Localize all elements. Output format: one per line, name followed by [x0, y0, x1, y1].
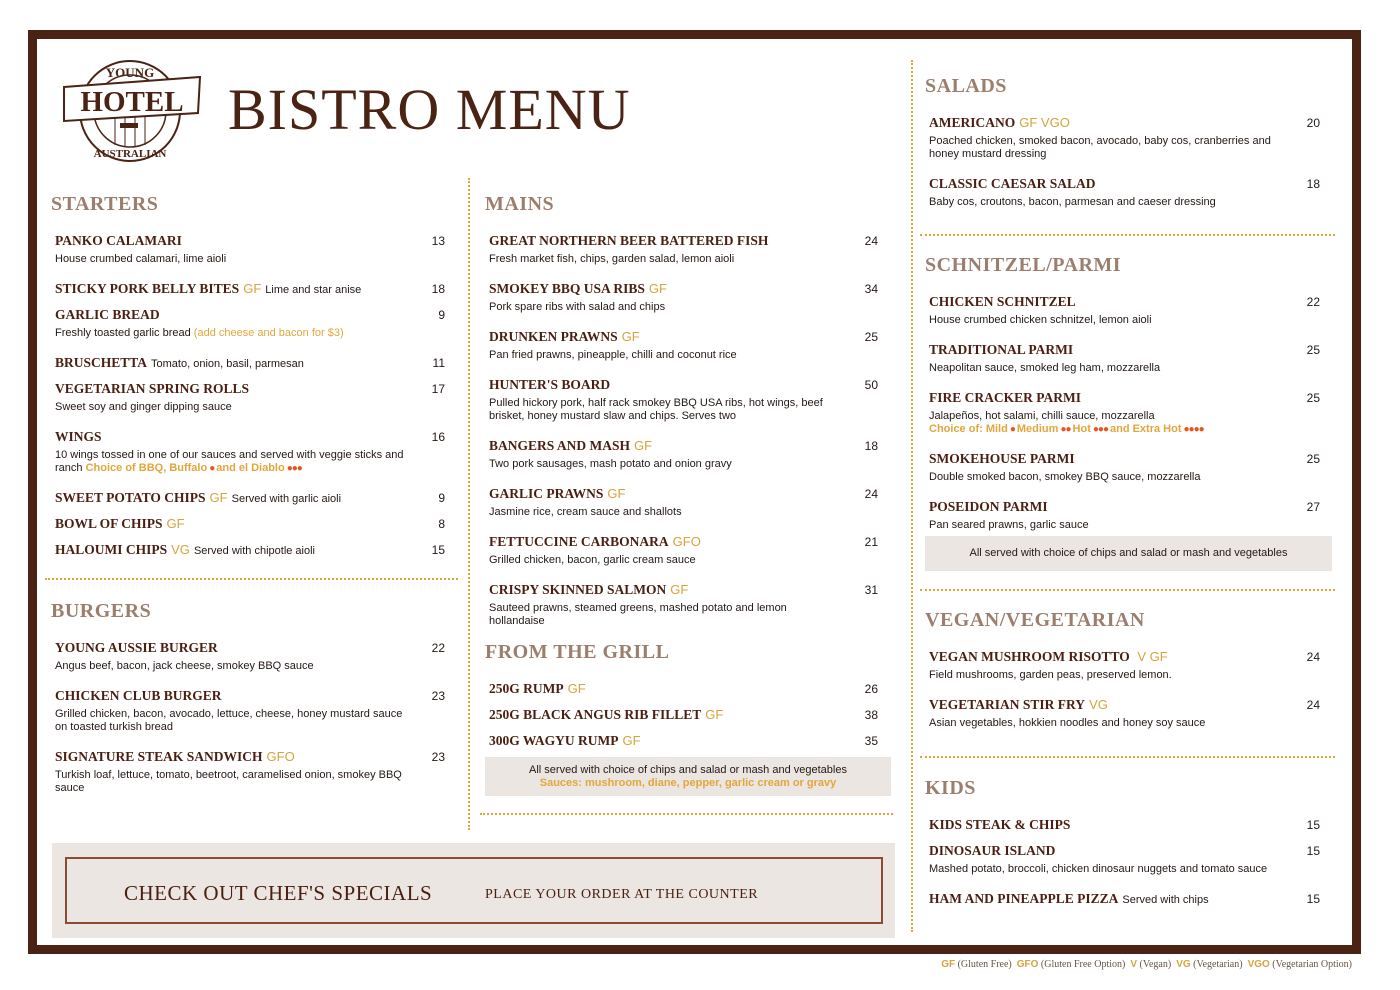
- item-description: [485, 349, 845, 362]
- menu-item: [925, 448, 1320, 496]
- menu-item: [925, 387, 1320, 448]
- menu-item: [51, 746, 445, 807]
- item-name-row: [925, 291, 1320, 313]
- description-text: Poached chicken, smoked bacon, avocado, baby cos, cranberries and honey mustard dressing: [929, 135, 1271, 160]
- menu-item: [485, 230, 878, 278]
- menu-item: [925, 291, 1320, 339]
- item-name: POSEIDON PARMI: [929, 499, 1048, 514]
- item-description: [925, 471, 1285, 484]
- menu-item: [485, 374, 878, 435]
- item-name-row: [485, 579, 878, 601]
- sauces-text: Sauces: mushroom, diane, pepper, garlic cream or gravy: [539, 777, 837, 789]
- legend-code: GFO: [1016, 959, 1039, 970]
- item-inline-description: Tomato, onion, basil, parmesan: [151, 358, 304, 370]
- dietary-tag: GF: [567, 681, 586, 696]
- dietary-tag: GF: [243, 281, 262, 296]
- section-heading: KIDS: [925, 777, 976, 799]
- item-description: [925, 519, 1285, 532]
- legend-code: VG: [1176, 959, 1191, 970]
- banner-border: [65, 857, 883, 924]
- description-text: Turkish loaf, lettuce, tomato, beetroot, caramelised onion, smokey BBQ sauce: [55, 769, 402, 794]
- item-name: GREAT NORTHERN BEER BATTERED FISH: [489, 233, 769, 248]
- item-name-row: [51, 487, 445, 509]
- dietary-tag: GFO: [266, 749, 295, 764]
- description-text: House crumbed calamari, lime aioli: [55, 253, 227, 265]
- item-description: [51, 769, 411, 795]
- menu-item: [485, 531, 878, 579]
- item-price: 23: [431, 689, 445, 703]
- grill-info-text: All served with choice of chips and salad or mash and vegetables: [529, 764, 847, 776]
- legend-meaning: (Vegetarian): [1193, 959, 1243, 970]
- description-text: Pulled hickory pork, half rack smokey BBQ USA ribs, hot wings, beef brisket, honey mustard slaw and chips. Serves two: [489, 397, 823, 422]
- item-price: 21: [864, 535, 878, 549]
- menu-item: [51, 539, 445, 565]
- description-text: Neapolitan sauce, smoked leg ham, mozzarella: [929, 362, 1161, 374]
- menu-item: [485, 704, 878, 730]
- item-price: 24: [1306, 698, 1320, 712]
- item-name: SIGNATURE STEAK SANDWICH: [55, 749, 263, 764]
- section-divider: [45, 578, 458, 580]
- section-vegan: [925, 609, 1320, 742]
- dietary-tag: GF: [621, 329, 640, 344]
- flame-icon: ●●: [1060, 424, 1071, 435]
- menu-item: [485, 483, 878, 531]
- item-name-row: [485, 704, 878, 726]
- description-text: Fresh market fish, chips, garden salad, lemon aioli: [489, 253, 735, 265]
- item-name: FIRE CRACKER PARMI: [929, 390, 1081, 405]
- item-description: [51, 253, 411, 266]
- menu-item: [51, 637, 445, 685]
- chefs-specials-text: CHECK OUT CHEF'S SPECIALS: [124, 881, 433, 905]
- item-name: 250G BLACK ANGUS RIB FILLET: [489, 707, 702, 722]
- item-name: 300G WAGYU RUMP: [489, 733, 619, 748]
- dietary-tag: GF: [648, 281, 667, 296]
- section-schnitzel: [925, 254, 1320, 544]
- menu-item: [925, 814, 1320, 840]
- item-name: GARLIC BREAD: [55, 307, 160, 322]
- spice-level: Hot: [1072, 423, 1091, 435]
- spice-level: and Extra Hot: [1109, 423, 1182, 435]
- item-description: [51, 401, 411, 414]
- item-price: 9: [438, 491, 445, 505]
- menu-item: [925, 888, 1320, 914]
- item-inline-description: Lime and star anise: [265, 284, 362, 296]
- item-name-row: [51, 746, 445, 768]
- section-divider: [920, 589, 1335, 591]
- dietary-tag: GF: [209, 490, 228, 505]
- item-price: 34: [864, 282, 878, 296]
- legend-meaning: (Gluten Free): [957, 959, 1012, 970]
- menu-item: [51, 685, 445, 746]
- item-name: HAM AND PINEAPPLE PIZZA: [929, 891, 1119, 906]
- dietary-tag: GF: [607, 486, 626, 501]
- item-name-row: [51, 230, 445, 252]
- item-description: [925, 669, 1285, 682]
- item-name: CHICKEN CLUB BURGER: [55, 688, 222, 703]
- menu-item: [925, 840, 1320, 888]
- menu-item: [485, 579, 878, 640]
- item-description: [925, 362, 1285, 375]
- item-description: [925, 717, 1285, 730]
- item-name-row: [485, 730, 878, 752]
- item-description: [485, 602, 845, 628]
- description-text: Field mushrooms, garden peas, preserved lemon.: [929, 669, 1172, 681]
- dietary-tag: GFO: [672, 534, 701, 549]
- item-price: 22: [1306, 295, 1320, 309]
- description-text: Grilled chicken, bacon, garlic cream sauce: [489, 554, 696, 566]
- item-description: [51, 449, 411, 475]
- description-text: House crumbed chicken schnitzel, lemon aioli: [929, 314, 1152, 326]
- item-name: PANKO CALAMARI: [55, 233, 182, 248]
- menu-item: [51, 304, 445, 352]
- legend-meaning: (Gluten Free Option): [1040, 959, 1126, 970]
- item-description: [925, 314, 1285, 327]
- dietary-tag: VG: [171, 542, 190, 557]
- grill-info-box: [485, 757, 891, 796]
- item-description: [51, 708, 411, 734]
- schnitzel-info-text: All served with choice of chips and salad or mash and vegetables: [969, 547, 1288, 559]
- item-inline-description: Served with chipotle aioli: [193, 545, 316, 557]
- description-text: Pork spare ribs with salad and chips: [489, 301, 666, 313]
- item-name: VEGAN MUSHROOM RISOTTO: [929, 649, 1130, 664]
- item-price: 23: [431, 750, 445, 764]
- item-price: 27: [1306, 500, 1320, 514]
- dietary-tag: GF: [634, 438, 653, 453]
- item-price: 31: [864, 583, 878, 597]
- item-price: 25: [1306, 343, 1320, 357]
- section-heading: STARTERS: [51, 193, 159, 215]
- section-kids: [925, 777, 1320, 914]
- schnitzel-info-box: [925, 536, 1332, 571]
- item-name: DRUNKEN PRAWNS: [489, 329, 618, 344]
- description-extra: and el Diablo: [216, 462, 285, 474]
- item-name-row: [925, 496, 1320, 518]
- item-name: 250G RUMP: [489, 681, 564, 696]
- spice-level: Choice of: Mild: [929, 423, 1008, 435]
- item-name-row: [485, 278, 878, 300]
- item-name: YOUNG AUSSIE BURGER: [55, 640, 218, 655]
- item-price: 9: [438, 308, 445, 322]
- item-price: 8: [438, 517, 445, 531]
- specials-banner: [52, 843, 895, 938]
- item-name: CHICKEN SCHNITZEL: [929, 294, 1076, 309]
- legend-code: GF: [941, 959, 956, 970]
- item-price: 15: [1306, 892, 1320, 906]
- svg-text:HOTEL: HOTEL: [80, 86, 184, 118]
- item-name-row: [485, 483, 878, 505]
- item-name: CLASSIC CAESAR SALAD: [929, 176, 1096, 191]
- dietary-tag: GF VGO: [1019, 115, 1070, 130]
- section-divider: [920, 234, 1335, 236]
- menu-item: [925, 173, 1320, 221]
- description-text: Asian vegetables, hokkien noodles and honey soy sauce: [929, 717, 1206, 729]
- flame-icon: ●●●: [1092, 424, 1108, 435]
- menu-item: [485, 435, 878, 483]
- item-price: 15: [1306, 844, 1320, 858]
- item-name-row: [51, 426, 445, 448]
- item-name-row: [485, 531, 878, 553]
- item-name: AMERICANO: [929, 115, 1016, 130]
- page-title: BISTRO MENU: [228, 77, 631, 142]
- menu-item: [485, 278, 878, 326]
- dietary-tag: GF: [705, 707, 724, 722]
- item-price: 16: [431, 430, 445, 444]
- item-name-row: [925, 840, 1320, 862]
- description-text: Jasmine rice, cream sauce and shallots: [489, 506, 682, 518]
- item-name: STICKY PORK BELLY BITES: [55, 281, 240, 296]
- item-price: 25: [1306, 452, 1320, 466]
- item-name: BOWL OF CHIPS: [55, 516, 163, 531]
- item-name: HUNTER'S BOARD: [489, 377, 611, 392]
- item-name-row: [485, 230, 878, 252]
- section-heading: SCHNITZEL/PARMI: [925, 254, 1122, 276]
- legend-meaning: (Vegetarian Option): [1272, 959, 1352, 970]
- item-price: 22: [431, 641, 445, 655]
- description-text: Sweet soy and ginger dipping sauce: [55, 401, 232, 413]
- item-description: [485, 554, 845, 567]
- menu-item: [51, 230, 445, 278]
- item-name: TRADITIONAL PARMI: [929, 342, 1074, 357]
- dietary-tag: GF: [670, 582, 689, 597]
- item-description: [485, 397, 845, 423]
- description-text: Mashed potato, broccoli, chicken dinosaur nuggets and tomato sauce: [929, 863, 1268, 875]
- item-description: [925, 410, 1285, 423]
- item-price: 20: [1306, 116, 1320, 130]
- item-name-row: [51, 352, 445, 374]
- legend-meaning: (Vegan): [1139, 959, 1172, 970]
- item-name: KIDS STEAK & CHIPS: [929, 817, 1071, 832]
- description-text: Grilled chicken, bacon, avocado, lettuce, cheese, honey mustard sauce on toasted turkish bread: [55, 708, 403, 733]
- flame-icon: ●●●: [286, 463, 302, 474]
- column-divider: [911, 60, 913, 932]
- item-name: VEGETARIAN SPRING ROLLS: [55, 381, 250, 396]
- section-divider: [920, 756, 1335, 758]
- item-name-row: [925, 814, 1320, 836]
- item-name-row: [925, 387, 1320, 409]
- dietary-tag: V GF: [1133, 649, 1168, 664]
- item-price: 24: [1306, 650, 1320, 664]
- dietary-tag: GF: [166, 516, 185, 531]
- flame-icon: ●●●●: [1183, 424, 1204, 435]
- dietary-tag: GF: [622, 733, 641, 748]
- item-name: HALOUMI CHIPS: [55, 542, 168, 557]
- menu-item: [51, 487, 445, 513]
- item-price: 24: [864, 487, 878, 501]
- item-description: [925, 135, 1285, 161]
- item-name-row: [925, 448, 1320, 470]
- description-text: Jalapeños, hot salami, chilli sauce, mozzarella: [929, 410, 1155, 422]
- item-name-row: [51, 685, 445, 707]
- legend-code: VGO: [1247, 959, 1270, 970]
- menu-item: [51, 278, 445, 304]
- menu-item: [925, 339, 1320, 387]
- spice-choice-note: [925, 423, 1320, 436]
- section-heading: SALADS: [925, 75, 1007, 97]
- item-name: SWEET POTATO CHIPS: [55, 490, 206, 505]
- item-description: [485, 253, 845, 266]
- item-name-row: [925, 888, 1320, 910]
- item-price: 38: [864, 708, 878, 722]
- item-price: 50: [864, 378, 878, 392]
- description-text: Angus beef, bacon, jack cheese, smokey BBQ sauce: [55, 660, 314, 672]
- item-inline-description: Served with chips: [1122, 894, 1209, 906]
- svg-text:AUSTRALIAN: AUSTRALIAN: [93, 148, 167, 160]
- item-price: 26: [864, 682, 878, 696]
- description-text: Pan fried prawns, pineapple, chilli and coconut rice: [489, 349, 737, 361]
- item-inline-description: Served with garlic aioli: [231, 493, 342, 505]
- item-price: 17: [431, 382, 445, 396]
- menu-item: [925, 646, 1320, 694]
- spice-level: Medium: [1016, 423, 1059, 435]
- item-name-row: [485, 326, 878, 348]
- item-name: WINGS: [55, 429, 102, 444]
- svg-text:YOUNG: YOUNG: [105, 65, 155, 80]
- item-name-row: [51, 637, 445, 659]
- flame-icon: ●: [1009, 424, 1015, 435]
- item-name: SMOKEY BBQ USA RIBS: [489, 281, 645, 296]
- item-price: 35: [864, 734, 878, 748]
- young-hotel-logo: [60, 55, 205, 167]
- menu-item: [51, 352, 445, 378]
- item-name-row: [485, 435, 878, 457]
- item-name: VEGETARIAN STIR FRY: [929, 697, 1086, 712]
- item-name: FETTUCCINE CARBONARA: [489, 534, 669, 549]
- item-name: CRISPY SKINNED SALMON: [489, 582, 667, 597]
- section-grill: [485, 641, 878, 756]
- order-counter-text: PLACE YOUR ORDER AT THE COUNTER: [485, 887, 759, 902]
- item-price: 15: [1306, 818, 1320, 832]
- item-price: 25: [864, 330, 878, 344]
- section-heading: VEGAN/VEGETARIAN: [925, 609, 1145, 631]
- item-description: [485, 506, 845, 519]
- item-price: 25: [1306, 391, 1320, 405]
- section-salads: [925, 75, 1320, 221]
- item-name-row: [925, 646, 1320, 668]
- description-text: Two pork sausages, mash potato and onion gravy: [489, 458, 732, 470]
- description-extra: (add cheese and bacon for $3): [193, 327, 344, 339]
- section-heading: BURGERS: [51, 600, 152, 622]
- section-heading: MAINS: [485, 193, 555, 215]
- menu-item: [485, 678, 878, 704]
- menu-item: [51, 513, 445, 539]
- item-name-row: [925, 339, 1320, 361]
- menu-item: [485, 326, 878, 374]
- item-description: [925, 196, 1285, 209]
- section-divider: [480, 813, 893, 815]
- legend-code: V: [1130, 959, 1138, 970]
- item-name-row: [485, 374, 878, 396]
- item-name-row: [485, 678, 878, 700]
- item-description: [485, 458, 845, 471]
- item-price: 24: [864, 234, 878, 248]
- item-description: [925, 863, 1285, 876]
- item-name: GARLIC PRAWNS: [489, 486, 604, 501]
- item-name: BANGERS AND MASH: [489, 438, 631, 453]
- menu-item: [51, 378, 445, 426]
- description-text: 10 wings tossed in one of our sauces and served with veggie sticks and ranch: [55, 449, 404, 474]
- dietary-legend: [936, 959, 1352, 970]
- menu-item: [925, 694, 1320, 742]
- item-name-row: [51, 278, 445, 300]
- section-mains: [485, 193, 878, 640]
- item-name-row: [51, 378, 445, 400]
- description-text: Sauteed prawns, steamed greens, mashed potato and lemon hollandaise: [489, 602, 787, 627]
- section-burgers: [51, 600, 445, 807]
- flame-icon: ●: [209, 463, 215, 474]
- description-text: Double smoked bacon, smokey BBQ sauce, mozzarella: [929, 471, 1201, 483]
- item-name-row: [925, 694, 1320, 716]
- description-text: Freshly toasted garlic bread: [55, 327, 191, 339]
- item-name: DINOSAUR ISLAND: [929, 843, 1056, 858]
- item-description: [485, 301, 845, 314]
- description-extra: Choice of BBQ, Buffalo: [85, 462, 208, 474]
- section-heading: FROM THE GRILL: [485, 641, 670, 663]
- column-divider: [468, 178, 470, 830]
- item-price: 13: [431, 234, 445, 248]
- item-price: 11: [432, 356, 445, 370]
- item-description: [51, 327, 411, 340]
- menu-item: [485, 730, 878, 756]
- section-starters: [51, 193, 445, 565]
- item-price: 18: [1306, 177, 1320, 191]
- dietary-tag: VG: [1089, 697, 1108, 712]
- item-name-row: [51, 539, 445, 561]
- menu-item: [925, 112, 1320, 173]
- item-description: [51, 660, 411, 673]
- item-price: 15: [431, 543, 445, 557]
- item-name-row: [925, 112, 1320, 134]
- item-name-row: [51, 513, 445, 535]
- item-name: SMOKEHOUSE PARMI: [929, 451, 1075, 466]
- item-name: BRUSCHETTA: [55, 355, 148, 370]
- menu-item: [51, 426, 445, 487]
- item-price: 18: [431, 282, 445, 296]
- item-price: 18: [864, 439, 878, 453]
- item-name-row: [925, 173, 1320, 195]
- description-text: Pan seared prawns, garlic sauce: [929, 519, 1089, 531]
- item-name-row: [51, 304, 445, 326]
- description-text: Baby cos, croutons, bacon, parmesan and caeser dressing: [929, 196, 1216, 208]
